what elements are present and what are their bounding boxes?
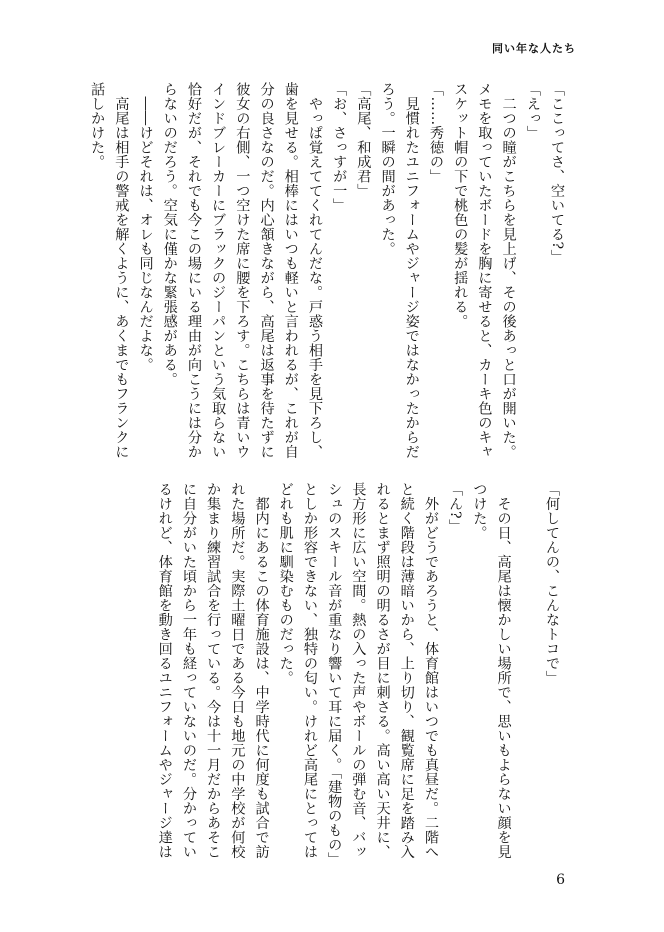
text-line: 外がどうであろうと、体育館はいつでも真昼だ。二階へ bbox=[422, 482, 439, 859]
text-line: れた場所だ。実際土曜日である今日も地元の中学校が何校 bbox=[229, 482, 246, 859]
text-line: シュのスキール音が重なり響いて耳に届く。「建物のもの」 bbox=[326, 482, 343, 867]
text-line: に自分がいた頃から一年も経っていないのだ。分かってい bbox=[180, 482, 197, 859]
text-line: 高尾は相手の警戒を解くように、あくまでもフランクに bbox=[113, 82, 130, 459]
text-line: らないのだろう。空気に僅かな緊張感がある。 bbox=[161, 82, 178, 387]
text-line: 歯を見せる。相棒にはいつも軽いと言われるが、これが自 bbox=[282, 82, 299, 459]
text-line: スケット帽の下で桃色の髪が揺れる。 bbox=[452, 82, 469, 329]
text-line: 「えっ」 bbox=[524, 82, 541, 140]
text-line: 二つの瞳がこちらを見上げ、その後あっと口が開いた。 bbox=[500, 82, 517, 459]
text-line: 「ここってさ、空いてる?」 bbox=[549, 82, 565, 264]
text-line: 「……秀徳の」 bbox=[427, 82, 444, 184]
text-line: と続く階段は薄暗いから、上り切り、観覧席に足を踏み入 bbox=[398, 482, 415, 859]
text-line: るけれど、体育館を動き回るユニフォームやジャージ達は bbox=[156, 482, 173, 859]
text-line: 「ん?」 bbox=[447, 482, 464, 534]
text-line: か集まり練習試合を行っている。今は十一月だからあそこ bbox=[205, 482, 222, 859]
text-line: 彼女の右側、一つ空けた席に腰を下ろす。こちらは青いウ bbox=[234, 82, 251, 459]
text-line: メモを取っていたボードを胸に寄せると、カーキ色のキャ bbox=[476, 82, 493, 459]
text-line: どれも肌に馴染むものだった。 bbox=[277, 482, 294, 685]
page-number: 6 bbox=[556, 872, 565, 888]
text-line: 分の良さなのだ。内心頷きながら、高尾は返事を待たずに bbox=[258, 82, 275, 459]
running-title: 同い年な人たち bbox=[492, 42, 576, 55]
text-line: 恰好だが、それでも今この場にいる理由が向こうには分か bbox=[185, 82, 202, 459]
text-line: 話しかけた。 bbox=[89, 82, 106, 169]
text-line: 都内にあるこの体育施設は、中学時代に何度も試合で訪 bbox=[253, 482, 270, 859]
text-line: 「高尾、和成君」 bbox=[355, 82, 372, 198]
upper-text-block bbox=[89, 82, 569, 459]
text-line: ――けどそれは、オレも同じなんだよな。 bbox=[137, 82, 154, 372]
text-line: としか形容できない、独特の匂い。けれど高尾にとっては bbox=[301, 482, 318, 859]
text-line: インドブレーカーにブラックのジーパンという気取らない bbox=[210, 82, 227, 459]
text-line: 「何してんの、こんなトコで」 bbox=[544, 482, 560, 685]
text-line: れるとまず照明の明るさが目に刺さる。高い高い天井に、 bbox=[374, 482, 391, 859]
text-line: 見慣れたユニフォームやジャージ姿ではなかったからだ bbox=[403, 82, 420, 459]
text-line: ろう。一瞬の間があった。 bbox=[379, 82, 396, 256]
text-line: 「お、さっすが一」 bbox=[331, 82, 348, 213]
text-line: やっぱ覚えててくれてんだな。戸惑う相手を見下ろし、 bbox=[306, 82, 323, 459]
text-line bbox=[516, 482, 540, 842]
text-line: つけた。 bbox=[471, 482, 488, 540]
lower-text-block bbox=[124, 482, 564, 867]
text-line: その日、高尾は懐かしい場所で、思いもよらない顔を見 bbox=[495, 482, 512, 859]
text-line: 長方形に広い空間。熱の入った声やボールの弾む音、バッ bbox=[350, 482, 367, 859]
